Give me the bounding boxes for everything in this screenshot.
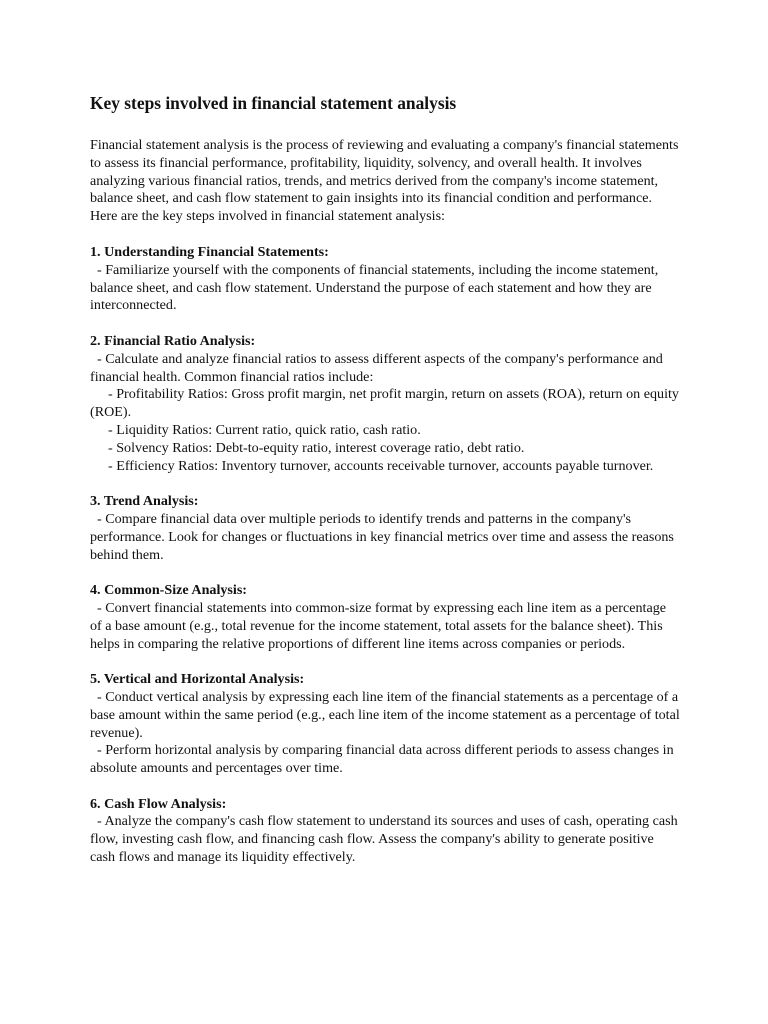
bullet-line: - Perform horizontal analysis by comparing financial data across different periods to assess changes in absolute amounts and percentages over time. [90, 742, 674, 777]
section-trend-analysis [90, 493, 680, 564]
section-heading: 2. Financial Ratio Analysis: [90, 332, 256, 349]
sub-bullet-line: - Liquidity Ratios: Current ratio, quick ratio, cash ratio. [108, 421, 421, 438]
sub-bullet-line: - Efficiency Ratios: Inventory turnover, accounts receivable turnover, accounts payable turnover. [108, 457, 654, 474]
document-body [90, 92, 680, 885]
section-common-size-analysis [90, 582, 680, 653]
section-cash-flow-analysis [90, 796, 680, 867]
bullet-line: - Familiarize yourself with the components of financial statements, including the income statement, balance sheet, and cash flow statement. Understand the purpose of each statement and how they are interconnected. [90, 261, 659, 314]
bullet-line: - Calculate and analyze financial ratios to assess different aspects of the company's performance and financial health. Common financial ratios include: [90, 350, 663, 385]
sub-bullet-line: - Profitability Ratios: Gross profit margin, net profit margin, return on assets (ROA), return on equity (ROE). [90, 386, 679, 421]
section-heading: 6. Cash Flow Analysis: [90, 795, 227, 812]
section-heading: 5. Vertical and Horizontal Analysis: [90, 671, 305, 688]
section-vertical-horizontal-analysis [90, 671, 680, 778]
intro-paragraph: Financial statement analysis is the process of reviewing and evaluating a company's financial statements to assess its financial performance, profitability, liquidity, solvency, and overall health. It involves analyzing various financial ratios, trends, and metrics derived from the company's income statement, balance sheet, and cash flow statement to gain insights into its financial condition and performance. Here are the key steps involved in financial statement analysis: [90, 137, 679, 225]
section-heading: 4. Common-Size Analysis: [90, 582, 247, 599]
section-heading: 1. Understanding Financial Statements: [90, 243, 329, 260]
sub-bullet-line: - Solvency Ratios: Debt-to-equity ratio, interest coverage ratio, debt ratio. [108, 439, 525, 456]
section-heading: 3. Trend Analysis: [90, 493, 199, 510]
section-understanding-statements [90, 244, 680, 315]
document-title: Key steps involved in financial statement analysis [90, 93, 457, 113]
section-ratio-analysis [90, 333, 680, 475]
bullet-line: - Convert financial statements into common-size format by expressing each line item as a percentage of a base amount (e.g., total revenue for the income statement, total assets for the balance sheet). This helps in comparing the relative proportions of different line items across companies or periods. [90, 599, 667, 652]
bullet-line: - Compare financial data over multiple periods to identify trends and patterns in the company's performance. Look for changes or fluctuations in key financial metrics over time and assess the reasons behind them. [90, 510, 674, 563]
bullet-line: - Conduct vertical analysis by expressing each line item of the financial statements as a percentage of a base amount within the same period (e.g., each line item of the income statement as a percentage of total revenue). [90, 688, 680, 741]
bullet-line: - Analyze the company's cash flow statement to understand its sources and uses of cash, operating cash flow, investing cash flow, and financing cash flow. Assess the company's ability to generate positive cash flows and manage its liquidity effectively. [90, 813, 678, 866]
